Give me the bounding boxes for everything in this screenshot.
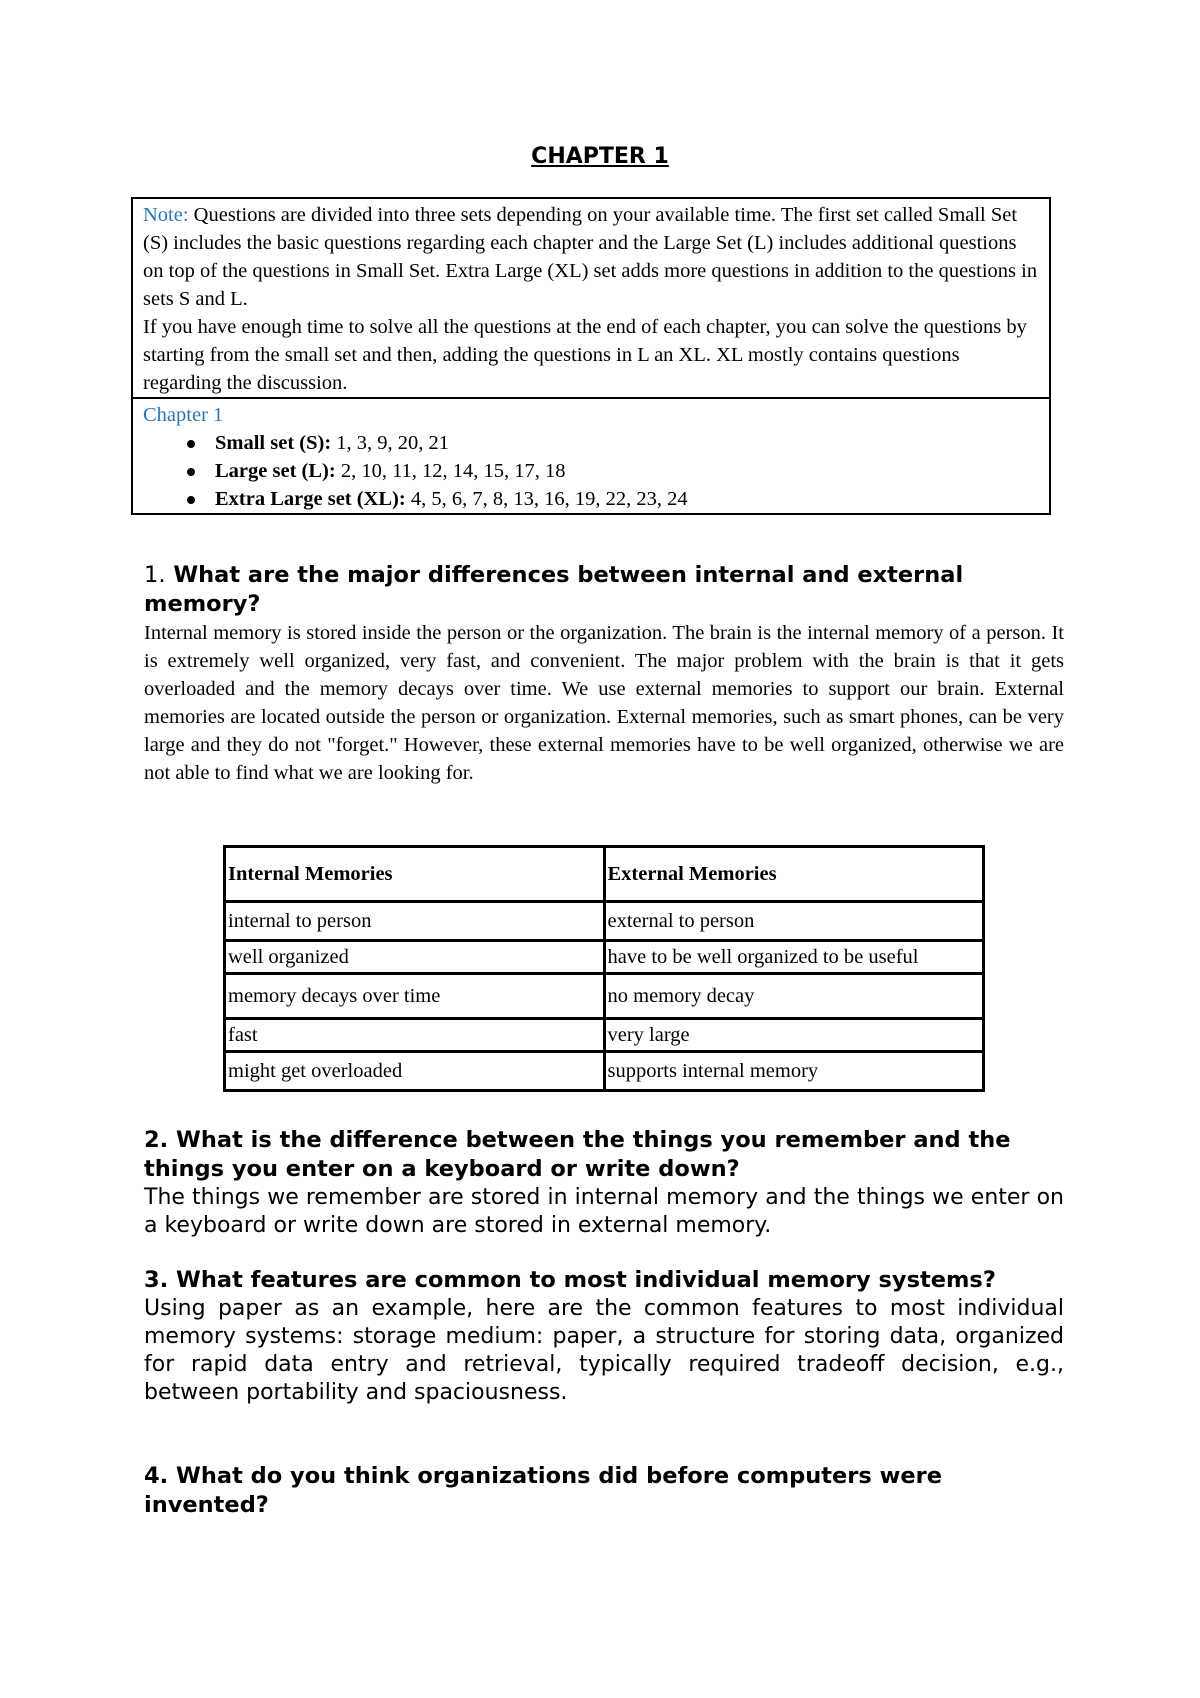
set-values: 4, 5, 6, 7, 8, 13, 16, 19, 22, 23, 24	[410, 488, 688, 510]
table-row	[225, 902, 984, 941]
note-box	[131, 197, 1051, 515]
question-2-number: 2.	[144, 1127, 169, 1153]
set-label: Small set (S):	[215, 432, 332, 454]
question-1	[144, 561, 1064, 787]
question-4-number: 4.	[144, 1463, 169, 1489]
question-1-title	[144, 561, 1064, 619]
table-cell: have to be well organized to be useful	[604, 941, 984, 974]
table-cell: no memory decay	[604, 974, 984, 1019]
question-4-text: What do you think organizations did before computers were invented?	[144, 1463, 943, 1518]
set-item-extra-large	[183, 485, 1039, 513]
set-item-large	[183, 457, 1039, 485]
table-row	[225, 941, 984, 974]
table-header-cell: External Memories	[604, 847, 984, 902]
table-header-cell: Internal Memories	[225, 847, 605, 902]
table-row	[225, 1019, 984, 1052]
table-cell: well organized	[225, 941, 605, 974]
note-text-1: Questions are divided into three sets depending on your available time. The first set called Small Set (S) includes the basic questions regarding each chapter and the Large Set (L) includes additional questions on top of the questions in Small Set. Extra Large (XL) set adds more questions in addition to the questions in sets S and L.	[143, 204, 1038, 310]
table-cell: might get overloaded	[225, 1052, 605, 1091]
set-label: Extra Large set (XL):	[215, 488, 406, 510]
set-list	[143, 429, 1039, 513]
question-3-title	[144, 1266, 1064, 1295]
table-cell: supports internal memory	[604, 1052, 984, 1091]
table-header-row	[225, 847, 984, 902]
question-1-text: What are the major differences between internal and external memory?	[144, 562, 964, 617]
sets-cell	[133, 397, 1049, 513]
table-cell: memory decays over time	[225, 974, 605, 1019]
bullet-icon	[187, 496, 195, 504]
table-cell: fast	[225, 1019, 605, 1052]
question-2-text: What is the difference between the things you remember and the things you enter on a keyboard or write down?	[144, 1127, 1011, 1182]
memory-comparison-table	[223, 845, 985, 1092]
question-3	[144, 1266, 1064, 1407]
bullet-icon	[187, 440, 195, 448]
note-cell	[133, 199, 1049, 397]
question-3-number: 3.	[144, 1267, 169, 1293]
set-values: 2, 10, 11, 12, 14, 15, 17, 18	[340, 460, 566, 482]
table-row	[225, 974, 984, 1019]
set-values: 1, 3, 9, 20, 21	[336, 432, 450, 454]
question-2	[144, 1126, 1064, 1240]
question-4	[144, 1462, 1064, 1520]
note-label: Note:	[143, 204, 189, 226]
note-paragraph-2: If you have enough time to solve all the questions at the end of each chapter, you can solve the questions by starting from the small set and then, adding the questions in L an XL. XL mostly contains questions regarding the discussion.	[143, 316, 1027, 394]
question-1-answer: Internal memory is stored inside the person or the organization. The brain is the internal memory of a person. It is extremely well organized, very fast, and convenient. The major problem with the brain is that it gets overloaded and the memory decays over time. We use external memories to support our brain. External memories are located outside the person or organization. External memories, such as smart phones, can be very large and they do not "forget." However, these external memories have to be well organized, otherwise we are not able to find what we are looking for.	[144, 622, 1064, 784]
question-2-title	[144, 1126, 1064, 1184]
table-row	[225, 1052, 984, 1091]
question-3-answer: Using paper as an example, here are the common features to most individual memory systems: storage medium: paper, a structure for storing data, organized for rapid data entry and retrieval, typically required tradeoff decision, e.g., between portability and spaciousness.	[144, 1296, 1064, 1405]
bullet-icon	[187, 468, 195, 476]
table-cell: external to person	[604, 902, 984, 941]
question-1-number: 1.	[144, 562, 166, 588]
chapter-title: CHAPTER 1	[531, 144, 669, 169]
question-4-title	[144, 1462, 1064, 1520]
question-2-answer: The things we remember are stored in internal memory and the things we enter on a keyboard or write down are stored in external memory.	[144, 1185, 1064, 1238]
sets-chapter-label: Chapter 1	[143, 404, 224, 426]
question-3-text: What features are common to most individual memory systems?	[176, 1267, 996, 1293]
set-item-small	[183, 429, 1039, 457]
set-label: Large set (L):	[215, 460, 336, 482]
table-cell: very large	[604, 1019, 984, 1052]
table-cell: internal to person	[225, 902, 605, 941]
note-paragraph-1	[143, 201, 1039, 313]
